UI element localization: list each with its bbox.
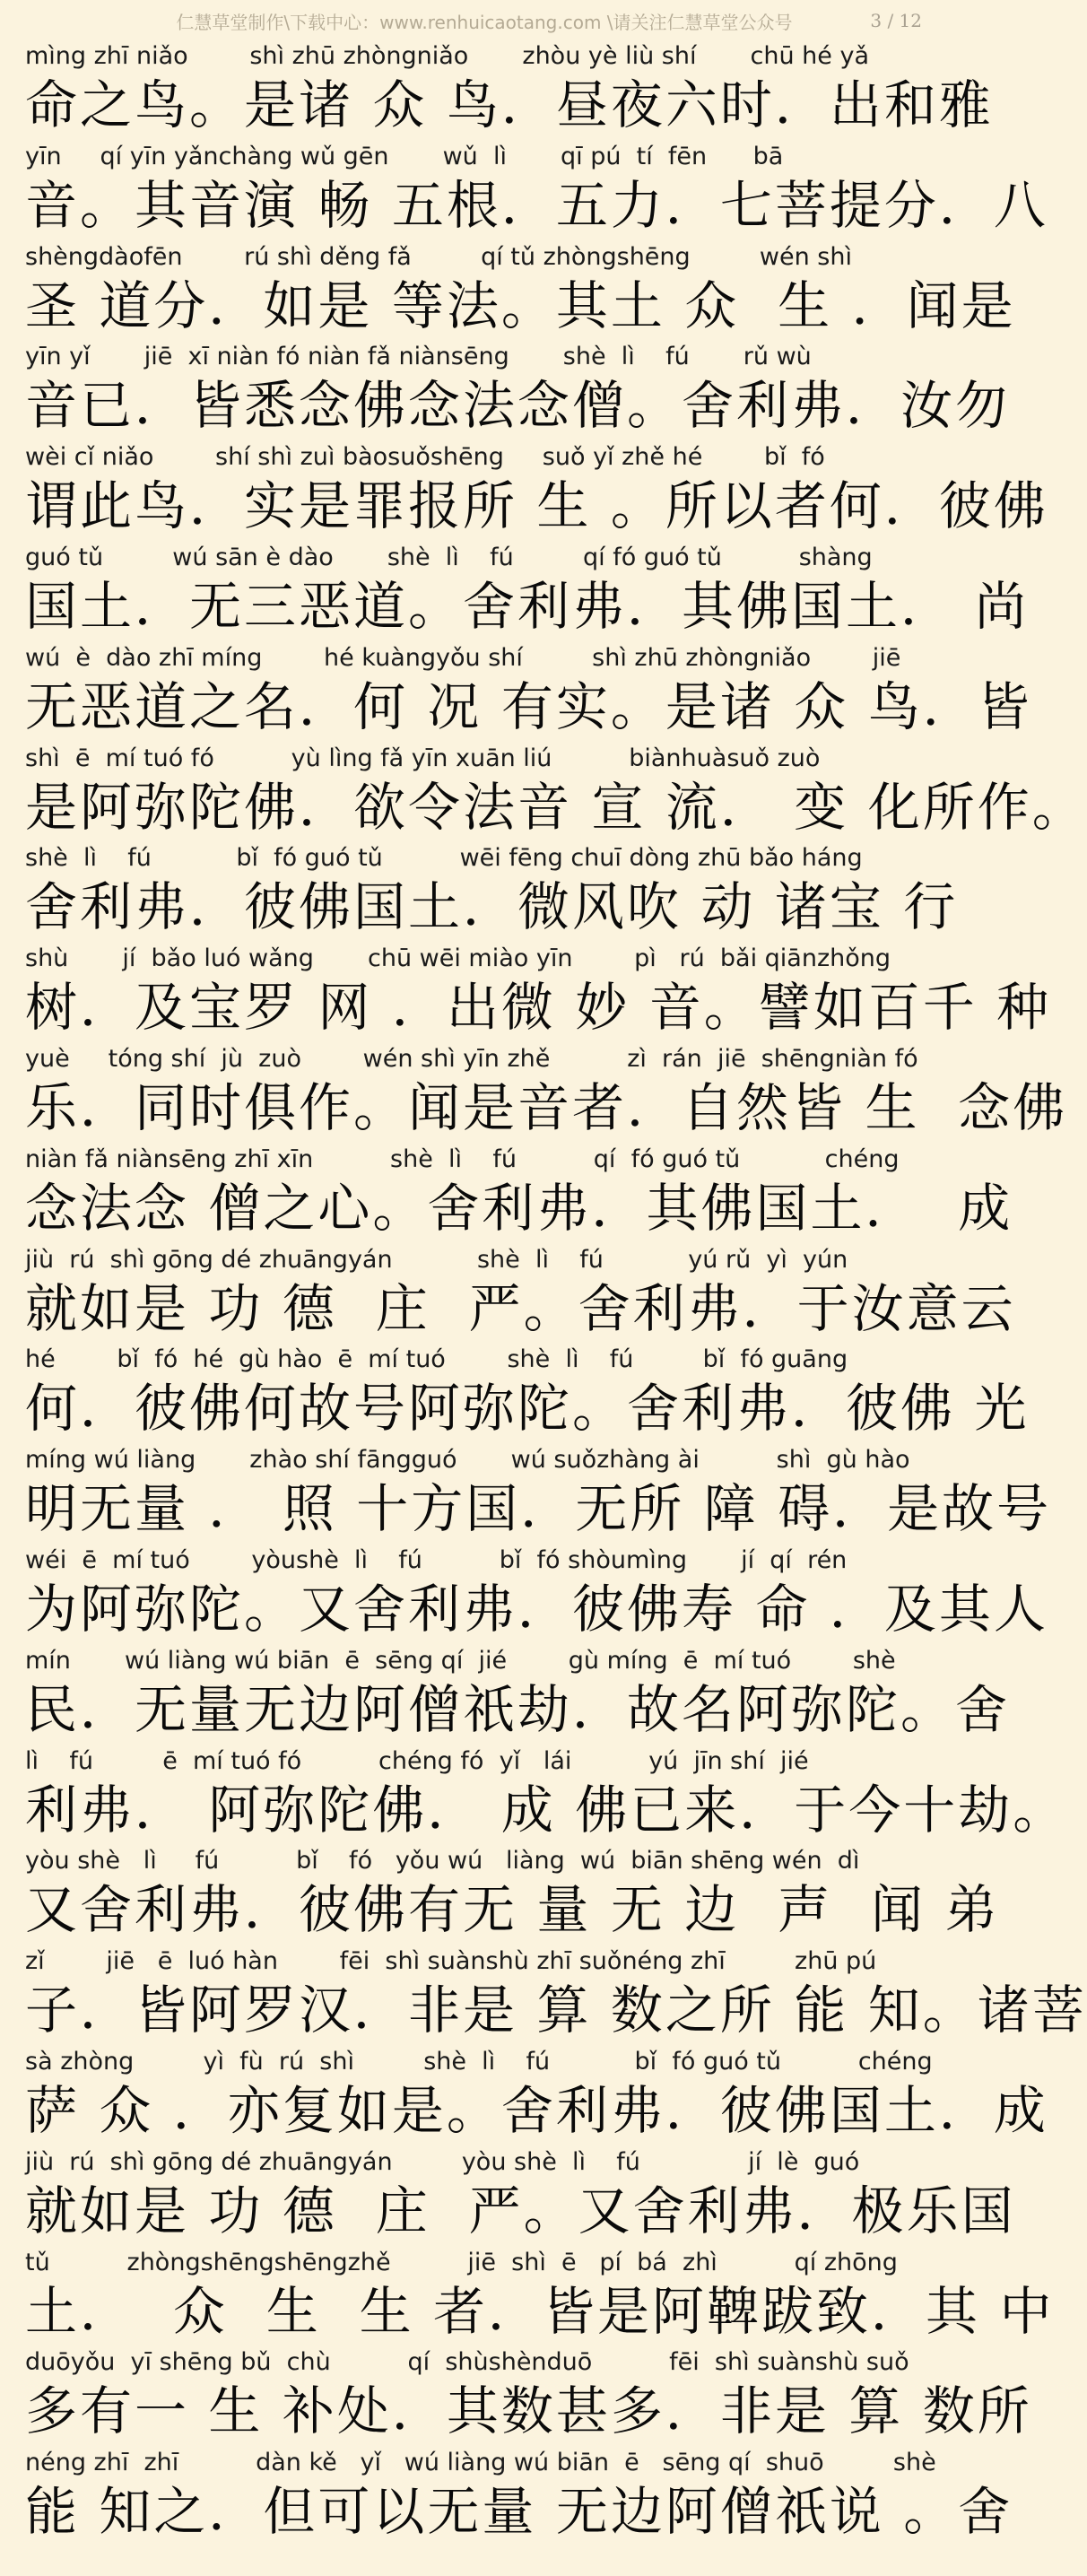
hanzi-row: 子．皆阿罗汉．非是 算 数之所 能 知。诸菩 bbox=[25, 1980, 1087, 2041]
text-line bbox=[25, 1644, 1011, 1745]
pinyin-row: yòu shè lì fú bǐ fó yǒu wú liàng wú biān shēng wén dì bbox=[25, 1847, 860, 1875]
hanzi-row: 树．及宝罗 网 ．出微 妙 音。譬如百千 种 bbox=[25, 977, 1052, 1039]
pinyin-row: zǐ jiē ē luó hàn fēi shì suànshù zhī suǒnéng zhī zhū pú bbox=[25, 1947, 877, 1976]
text-line bbox=[25, 641, 1032, 742]
page-header: 仁慧草堂制作\下载中心：www.renhuicaotang.com \请关注仁慧草堂公众号 bbox=[176, 11, 793, 33]
hanzi-row: 音。其音演 畅 五根．五力．七菩提分．八 bbox=[25, 174, 1048, 236]
text-line bbox=[25, 140, 1048, 240]
hanzi-row: 为阿弥陀。又舍利弗．彼佛寿 命 ．及其人 bbox=[25, 1578, 1048, 1640]
text-line bbox=[25, 841, 959, 942]
hanzi-row: 明无量 ． 照 十方国．无所 障 碍．是故号 bbox=[25, 1478, 1052, 1540]
text-line bbox=[25, 1143, 1013, 1243]
pinyin-row: shì ē mí tuó fó yù lìng fǎ yīn xuān liú biànhuàsuǒ zuò bbox=[25, 744, 821, 772]
text-line bbox=[25, 1343, 1030, 1443]
text-line bbox=[25, 1745, 1068, 1845]
hanzi-row: 何．彼佛何故号阿弥陀。舍利弗．彼佛 光 bbox=[25, 1378, 1030, 1440]
text-line bbox=[25, 2246, 1055, 2346]
hanzi-row: 能 知之．但可以无量 无边阿僧祇说 。舍 bbox=[25, 2481, 1013, 2543]
pinyin-row: yuè tóng shí jù zuò wén shì yīn zhě zì rán jiē shēngniàn fó bbox=[25, 1044, 918, 1073]
pinyin-row: wú è dào zhī míng hé kuàngyǒu shí shì zhū zhòngniǎo jiē bbox=[25, 643, 901, 672]
scripture-text bbox=[25, 39, 1087, 2546]
hanzi-row: 土． 众 生 生 者．皆是阿鞞跋致．其 中 bbox=[25, 2280, 1055, 2342]
pinyin-row: mín wú liàng wú biān ē sēng qí jié gù míng ē mí tuó shè bbox=[25, 1646, 896, 1675]
hanzi-row: 是阿弥陀佛．欲令法音 宣 流． 变 化所作。 bbox=[25, 776, 1087, 838]
pinyin-row: wéi ē mí tuó yòushè lì fú bǐ fó shòumìng jí qí rén bbox=[25, 1545, 848, 1574]
pinyin-row: wèi cǐ niǎo shí shì zuì bàosuǒshēng suǒ yǐ zhě hé bǐ fó bbox=[25, 443, 825, 472]
text-line bbox=[25, 2446, 1013, 2546]
text-line bbox=[25, 1243, 1016, 1344]
text-line bbox=[25, 39, 994, 140]
hanzi-row: 乐．同时俱作。闻是音者．自然皆 生 念佛 bbox=[25, 1076, 1068, 1138]
pinyin-row: néng zhī zhī dàn kě yǐ wú liàng wú biān ē sēng qí shuō shè bbox=[25, 2449, 936, 2477]
pinyin-row: jiù rú shì gōng dé zhuāngyán yòu shè lì fú jí lè guó bbox=[25, 2147, 860, 2176]
hanzi-row: 国土．无三恶道。舍利弗．其佛国土． 尚 bbox=[25, 575, 1030, 637]
text-line bbox=[25, 2045, 1048, 2145]
text-line bbox=[25, 1544, 1048, 1644]
pinyin-row: míng wú liàng zhào shí fāngguó wú suǒzhàng ài shì gù hào bbox=[25, 1446, 910, 1475]
text-line bbox=[25, 440, 1048, 541]
pinyin-row: niàn fǎ niànsēng zhī xīn shè lì fú qí fó guó tǔ chéng bbox=[25, 1144, 900, 1173]
hanzi-row: 就如是 功 德 庄 严。舍利弗．于汝意云 bbox=[25, 1277, 1016, 1339]
pinyin-row: shè lì fú bǐ fó guó tǔ wēi fēng chuī dòng zhū bǎo háng bbox=[25, 844, 863, 873]
text-line bbox=[25, 240, 1016, 341]
pinyin-row: yīn yǐ jiē xī niàn fó niàn fǎ niànsēng shè lì fú rǔ wù bbox=[25, 343, 812, 371]
hanzi-row: 谓此鸟．实是罪报所 生 。所以者何．彼佛 bbox=[25, 475, 1048, 537]
hanzi-row: 利弗． 阿弥陀佛． 成 佛已来．于今十劫。 bbox=[25, 1779, 1068, 1841]
hanzi-row: 舍利弗．彼佛国土．微风吹 动 诸宝 行 bbox=[25, 876, 959, 938]
pinyin-row: hé bǐ fó hé gù hào ē mí tuó shè lì fú bǐ fó guāng bbox=[25, 1345, 848, 1374]
hanzi-row: 民．无量无边阿僧祇劫．故名阿弥陀。舍 bbox=[25, 1678, 1011, 1740]
hanzi-row: 就如是 功 德 庄 严。又舍利弗．极乐国 bbox=[25, 2180, 1016, 2241]
pinyin-row: jiù rú shì gōng dé zhuāngyán shè lì fú yú rǔ yì yún bbox=[25, 1245, 848, 1274]
hanzi-row: 萨 众 ．亦复如是。舍利弗．彼佛国土．成 bbox=[25, 2079, 1048, 2141]
text-line bbox=[25, 541, 1030, 641]
pinyin-row: shù jí bǎo luó wǎng chū wēi miào yīn pì rú bǎi qiānzhǒng bbox=[25, 944, 891, 973]
pinyin-row: shèngdàofēn rú shì děng fǎ qí tǔ zhòngshēng wén shì bbox=[25, 242, 852, 271]
pinyin-row: yīn qí yīn yǎnchàng wǔ gēn wǔ lì qī pú tí fēn bā bbox=[25, 142, 784, 170]
text-line bbox=[25, 340, 1011, 440]
text-line bbox=[25, 1443, 1052, 1544]
hanzi-row: 无恶道之名．何 况 有实。是诸 众 鸟．皆 bbox=[25, 675, 1032, 737]
pinyin-row: lì fú ē mí tuó fó chéng fó yǐ lái yú jīn shí jié bbox=[25, 1746, 809, 1775]
hanzi-row: 音已．皆悉念佛念法念僧。舍利弗．汝勿 bbox=[25, 375, 1011, 437]
pinyin-row: sà zhòng yì fù rú shì shè lì fú bǐ fó guó tǔ chéng bbox=[25, 2047, 933, 2076]
hanzi-row: 圣 道分．如是 等法。其土 众 生 ．闻是 bbox=[25, 274, 1016, 336]
pinyin-row: duōyǒu yī shēng bǔ chù qí shùshènduō fēi shì suànshù suǒ bbox=[25, 2348, 909, 2377]
hanzi-row: 命之鸟。是诸 众 鸟．昼夜六时．出和雅 bbox=[25, 74, 994, 135]
text-line bbox=[25, 942, 1052, 1042]
text-line bbox=[25, 1844, 1000, 1945]
text-line bbox=[25, 2145, 1016, 2246]
pinyin-row: tǔ zhòngshēngshēngzhě jiē shì ē pí bá zhì qí zhōng bbox=[25, 2248, 898, 2276]
hanzi-row: 念法念 僧之心。舍利弗．其佛国土． 成 bbox=[25, 1177, 1013, 1239]
pinyin-row: guó tǔ wú sān è dào shè lì fú qí fó guó tǔ shàng bbox=[25, 543, 873, 571]
text-line bbox=[25, 2345, 1032, 2446]
pinyin-row: mìng zhī niǎo shì zhū zhòngniǎo zhòu yè liù shí chū hé yǎ bbox=[25, 42, 870, 70]
page-number: 3 / 12 bbox=[870, 10, 922, 31]
text-line bbox=[25, 1042, 1068, 1143]
text-line bbox=[25, 742, 1087, 842]
text-line bbox=[25, 1945, 1087, 2045]
hanzi-row: 多有一 生 补处．其数甚多．非是 算 数所 bbox=[25, 2380, 1032, 2442]
hanzi-row: 又舍利弗．彼佛有无 量 无 边 声 闻 弟 bbox=[25, 1879, 1000, 1941]
